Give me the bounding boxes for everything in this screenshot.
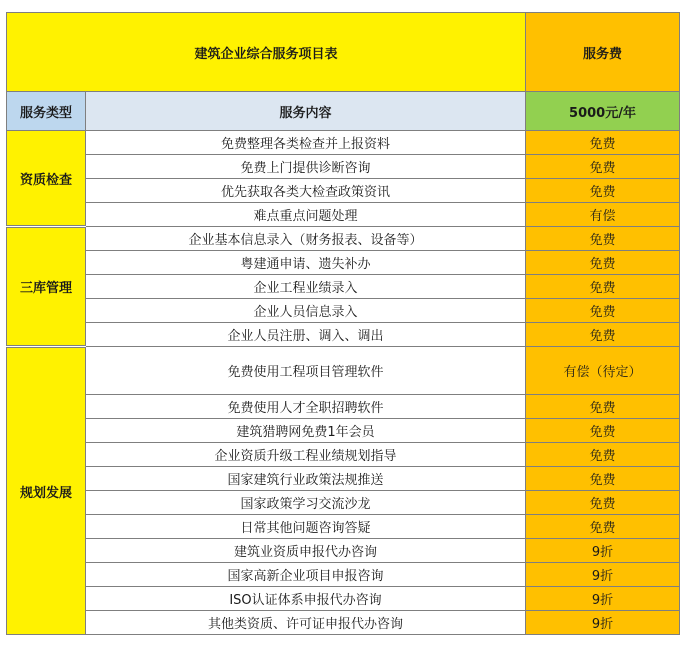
- table-row: [7, 251, 680, 275]
- service-content: 建筑业资质申报代办咨询: [86, 539, 526, 563]
- service-content: 建筑猎聘网免费1年会员: [86, 419, 526, 443]
- service-fee: 免费: [526, 227, 680, 251]
- service-fee: 9折: [526, 611, 680, 635]
- service-content: 国家建筑行业政策法规推送: [86, 467, 526, 491]
- table-row: [7, 563, 680, 587]
- title-row: [7, 13, 680, 92]
- service-content: 免费使用工程项目管理软件: [86, 347, 526, 395]
- service-content: 其他类资质、许可证申报代办咨询: [86, 611, 526, 635]
- table-row: [7, 227, 680, 251]
- service-fee: 免费: [526, 155, 680, 179]
- service-fee: 有偿（待定）: [526, 347, 680, 395]
- table-row: [7, 203, 680, 227]
- table-title: 建筑企业综合服务项目表: [7, 13, 526, 92]
- table-row: [7, 443, 680, 467]
- service-fee: 免费: [526, 251, 680, 275]
- service-fee: 免费: [526, 323, 680, 347]
- table-row: [7, 539, 680, 563]
- service-fee: 免费: [526, 419, 680, 443]
- service-category: 资质检查: [7, 131, 86, 227]
- table-row: [7, 323, 680, 347]
- service-category: 三库管理: [7, 227, 86, 347]
- service-fee: 免费: [526, 467, 680, 491]
- service-fee: 免费: [526, 275, 680, 299]
- service-fee: 免费: [526, 299, 680, 323]
- table-row: [7, 419, 680, 443]
- table-row: [7, 275, 680, 299]
- service-content: 粤建通申请、遗失补办: [86, 251, 526, 275]
- service-content: 企业基本信息录入（财务报表、设备等）: [86, 227, 526, 251]
- service-fee: 免费: [526, 443, 680, 467]
- service-fee: 9折: [526, 587, 680, 611]
- service-fee: 免费: [526, 515, 680, 539]
- service-content: 难点重点问题处理: [86, 203, 526, 227]
- service-content: 企业资质升级工程业绩规划指导: [86, 443, 526, 467]
- table-row: [7, 155, 680, 179]
- service-content: 企业人员注册、调入、调出: [86, 323, 526, 347]
- service-fee: 免费: [526, 491, 680, 515]
- service-fee: 免费: [526, 179, 680, 203]
- service-content: 日常其他问题咨询答疑: [86, 515, 526, 539]
- service-content: ISO认证体系申报代办咨询: [86, 587, 526, 611]
- table-row: [7, 515, 680, 539]
- service-fee: 有偿: [526, 203, 680, 227]
- table-row: [7, 587, 680, 611]
- table-row: [7, 491, 680, 515]
- table-row: [7, 131, 680, 155]
- table-row: [7, 395, 680, 419]
- service-content: 国家高新企业项目申报咨询: [86, 563, 526, 587]
- table-row: [7, 299, 680, 323]
- service-content: 免费使用人才全职招聘软件: [86, 395, 526, 419]
- service-content: 企业工程业绩录入: [86, 275, 526, 299]
- table-row: [7, 179, 680, 203]
- column-header-content: 服务内容: [86, 92, 526, 131]
- table-row: [7, 467, 680, 491]
- service-fee: 免费: [526, 395, 680, 419]
- fee-column-title: 服务费: [526, 13, 680, 92]
- column-header-type: 服务类型: [7, 92, 86, 131]
- service-fee: 9折: [526, 539, 680, 563]
- service-content: 免费整理各类检查并上报资料: [86, 131, 526, 155]
- column-header-price: 5000元/年: [526, 92, 680, 131]
- service-category: 规划发展: [7, 347, 86, 635]
- table-row: [7, 347, 680, 395]
- table-row: [7, 611, 680, 635]
- service-content: 免费上门提供诊断咨询: [86, 155, 526, 179]
- service-content: 国家政策学习交流沙龙: [86, 491, 526, 515]
- service-fee: 9折: [526, 563, 680, 587]
- service-content: 企业人员信息录入: [86, 299, 526, 323]
- service-table-body: [7, 13, 680, 635]
- service-fee: 免费: [526, 131, 680, 155]
- service-table: [6, 12, 680, 635]
- service-content: 优先获取各类大检查政策资讯: [86, 179, 526, 203]
- header-row: [7, 92, 680, 131]
